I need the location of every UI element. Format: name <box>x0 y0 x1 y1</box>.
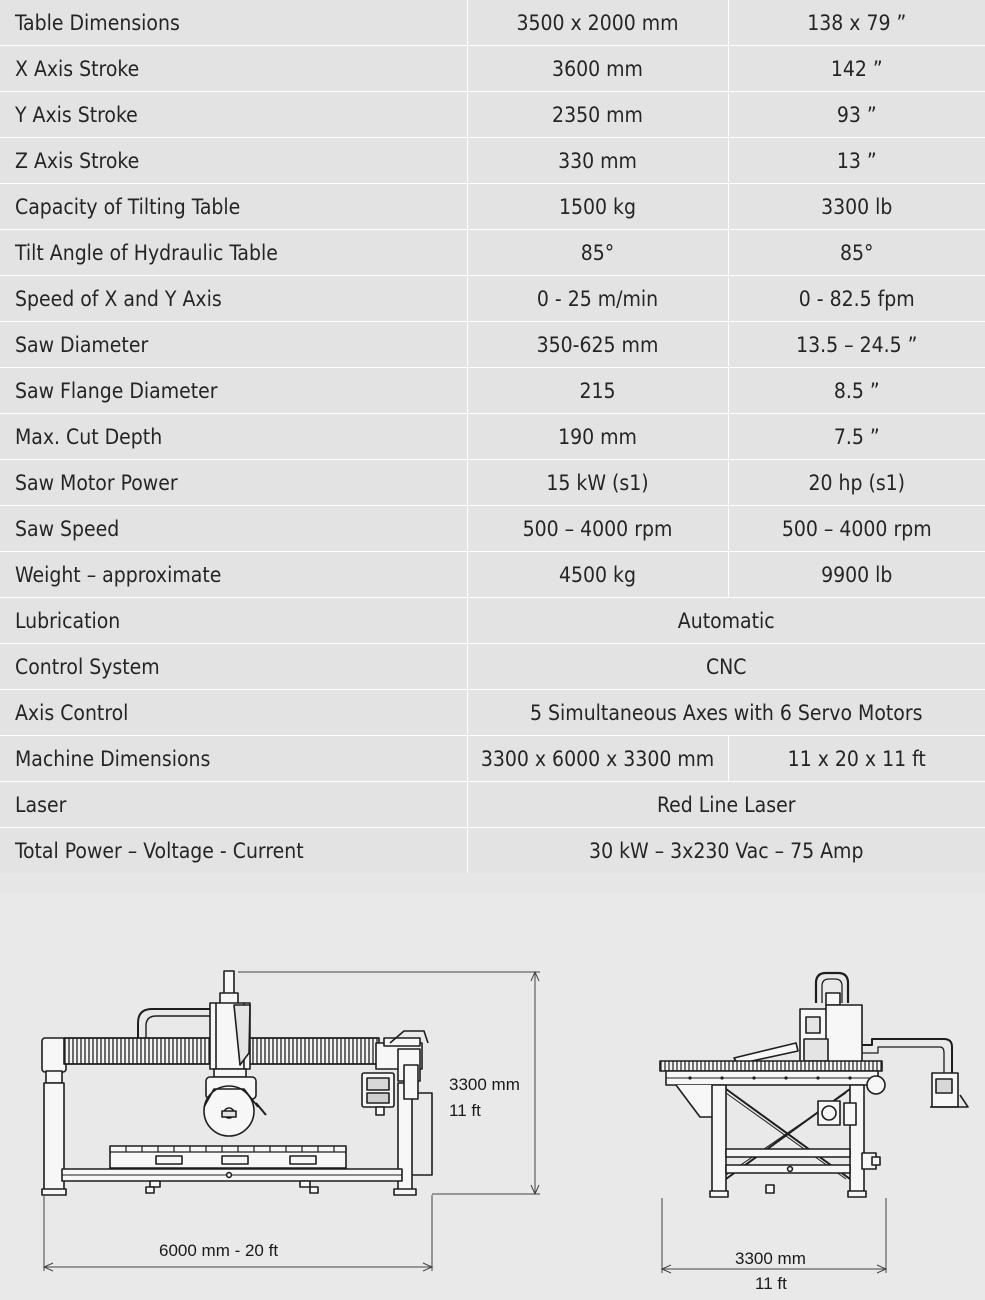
spec-metric-value: 2350 mm <box>467 92 728 138</box>
spec-metric-value: 350-625 mm <box>467 322 728 368</box>
spec-value: Automatic <box>467 598 985 644</box>
spec-row <box>0 138 985 184</box>
spec-imperial-value: 13 ” <box>728 138 985 184</box>
spec-value: 5 Simultaneous Axes with 6 Servo Motors <box>467 690 985 736</box>
spec-imperial-value: 0 - 82.5 fpm <box>728 276 985 322</box>
spec-label: Saw Speed <box>0 506 467 552</box>
spec-label: Machine Dimensions <box>0 736 467 782</box>
spec-row <box>0 46 985 92</box>
spec-imperial-value: 13.5 – 24.5 ” <box>728 322 985 368</box>
spec-row <box>0 598 985 644</box>
spec-value: Red Line Laser <box>467 782 985 828</box>
spec-label: Saw Diameter <box>0 322 467 368</box>
spec-row <box>0 368 985 414</box>
spec-label: Weight – approximate <box>0 552 467 598</box>
spec-metric-value: 1500 kg <box>467 184 728 230</box>
spec-label: Laser <box>0 782 467 828</box>
spec-row <box>0 552 985 598</box>
spec-metric-value: 330 mm <box>467 138 728 184</box>
spec-label: Saw Motor Power <box>0 460 467 506</box>
spec-imperial-value: 8.5 ” <box>728 368 985 414</box>
spec-metric-value: 85° <box>467 230 728 276</box>
side-width-ft-label: 11 ft <box>755 1274 787 1293</box>
spec-row <box>0 0 985 46</box>
spec-metric-value: 3500 x 2000 mm <box>467 0 728 46</box>
spec-row <box>0 322 985 368</box>
spec-label: Z Axis Stroke <box>0 138 467 184</box>
spec-imperial-value: 9900 lb <box>728 552 985 598</box>
spec-imperial-value: 20 hp (s1) <box>728 460 985 506</box>
spec-label: Y Axis Stroke <box>0 92 467 138</box>
side-width-mm-label: 3300 mm <box>735 1249 806 1268</box>
spec-label: Capacity of Tilting Table <box>0 184 467 230</box>
spec-value: 30 kW – 3x230 Vac – 75 Amp <box>467 828 985 874</box>
front-view-machine <box>42 971 432 1195</box>
spec-row <box>0 736 985 782</box>
spec-metric-value: 3600 mm <box>467 46 728 92</box>
side-view-machine <box>660 973 968 1197</box>
drawings-svg <box>0 893 985 1300</box>
spec-imperial-value: 85° <box>728 230 985 276</box>
spec-row <box>0 230 985 276</box>
spec-row <box>0 828 985 874</box>
spec-imperial-value: 138 x 79 ” <box>728 0 985 46</box>
spec-label: Saw Flange Diameter <box>0 368 467 414</box>
front-width-label: 6000 mm - 20 ft <box>159 1241 279 1260</box>
spec-row <box>0 92 985 138</box>
spec-label: Max. Cut Depth <box>0 414 467 460</box>
spec-row <box>0 506 985 552</box>
front-view-dimensions <box>44 972 540 1271</box>
spec-imperial-value: 7.5 ” <box>728 414 985 460</box>
spec-label: Control System <box>0 644 467 690</box>
spec-metric-value: 0 - 25 m/min <box>467 276 728 322</box>
spec-label: Speed of X and Y Axis <box>0 276 467 322</box>
technical-drawings <box>0 893 985 1300</box>
spec-imperial-value: 11 x 20 x 11 ft <box>728 736 985 782</box>
spec-metric-value: 4500 kg <box>467 552 728 598</box>
spec-imperial-value: 142 ” <box>728 46 985 92</box>
spec-row <box>0 414 985 460</box>
spec-row <box>0 184 985 230</box>
spec-row <box>0 644 985 690</box>
spec-metric-value: 500 – 4000 rpm <box>467 506 728 552</box>
spec-row <box>0 460 985 506</box>
spec-metric-value: 15 kW (s1) <box>467 460 728 506</box>
spec-label: Lubrication <box>0 598 467 644</box>
front-height-ft-label: 11 ft <box>449 1101 481 1120</box>
spec-label: Tilt Angle of Hydraulic Table <box>0 230 467 276</box>
spec-metric-value: 190 mm <box>467 414 728 460</box>
spec-row <box>0 690 985 736</box>
spec-label: Axis Control <box>0 690 467 736</box>
spec-label: Table Dimensions <box>0 0 467 46</box>
spec-label: Total Power – Voltage - Current <box>0 828 467 874</box>
spec-imperial-value: 3300 lb <box>728 184 985 230</box>
spec-row <box>0 782 985 828</box>
spec-value: CNC <box>467 644 985 690</box>
spec-metric-value: 3300 x 6000 x 3300 mm <box>467 736 728 782</box>
spec-imperial-value: 500 – 4000 rpm <box>728 506 985 552</box>
spec-imperial-value: 93 ” <box>728 92 985 138</box>
front-height-mm-label: 3300 mm <box>449 1075 520 1094</box>
spec-row <box>0 276 985 322</box>
spec-metric-value: 215 <box>467 368 728 414</box>
spec-label: X Axis Stroke <box>0 46 467 92</box>
